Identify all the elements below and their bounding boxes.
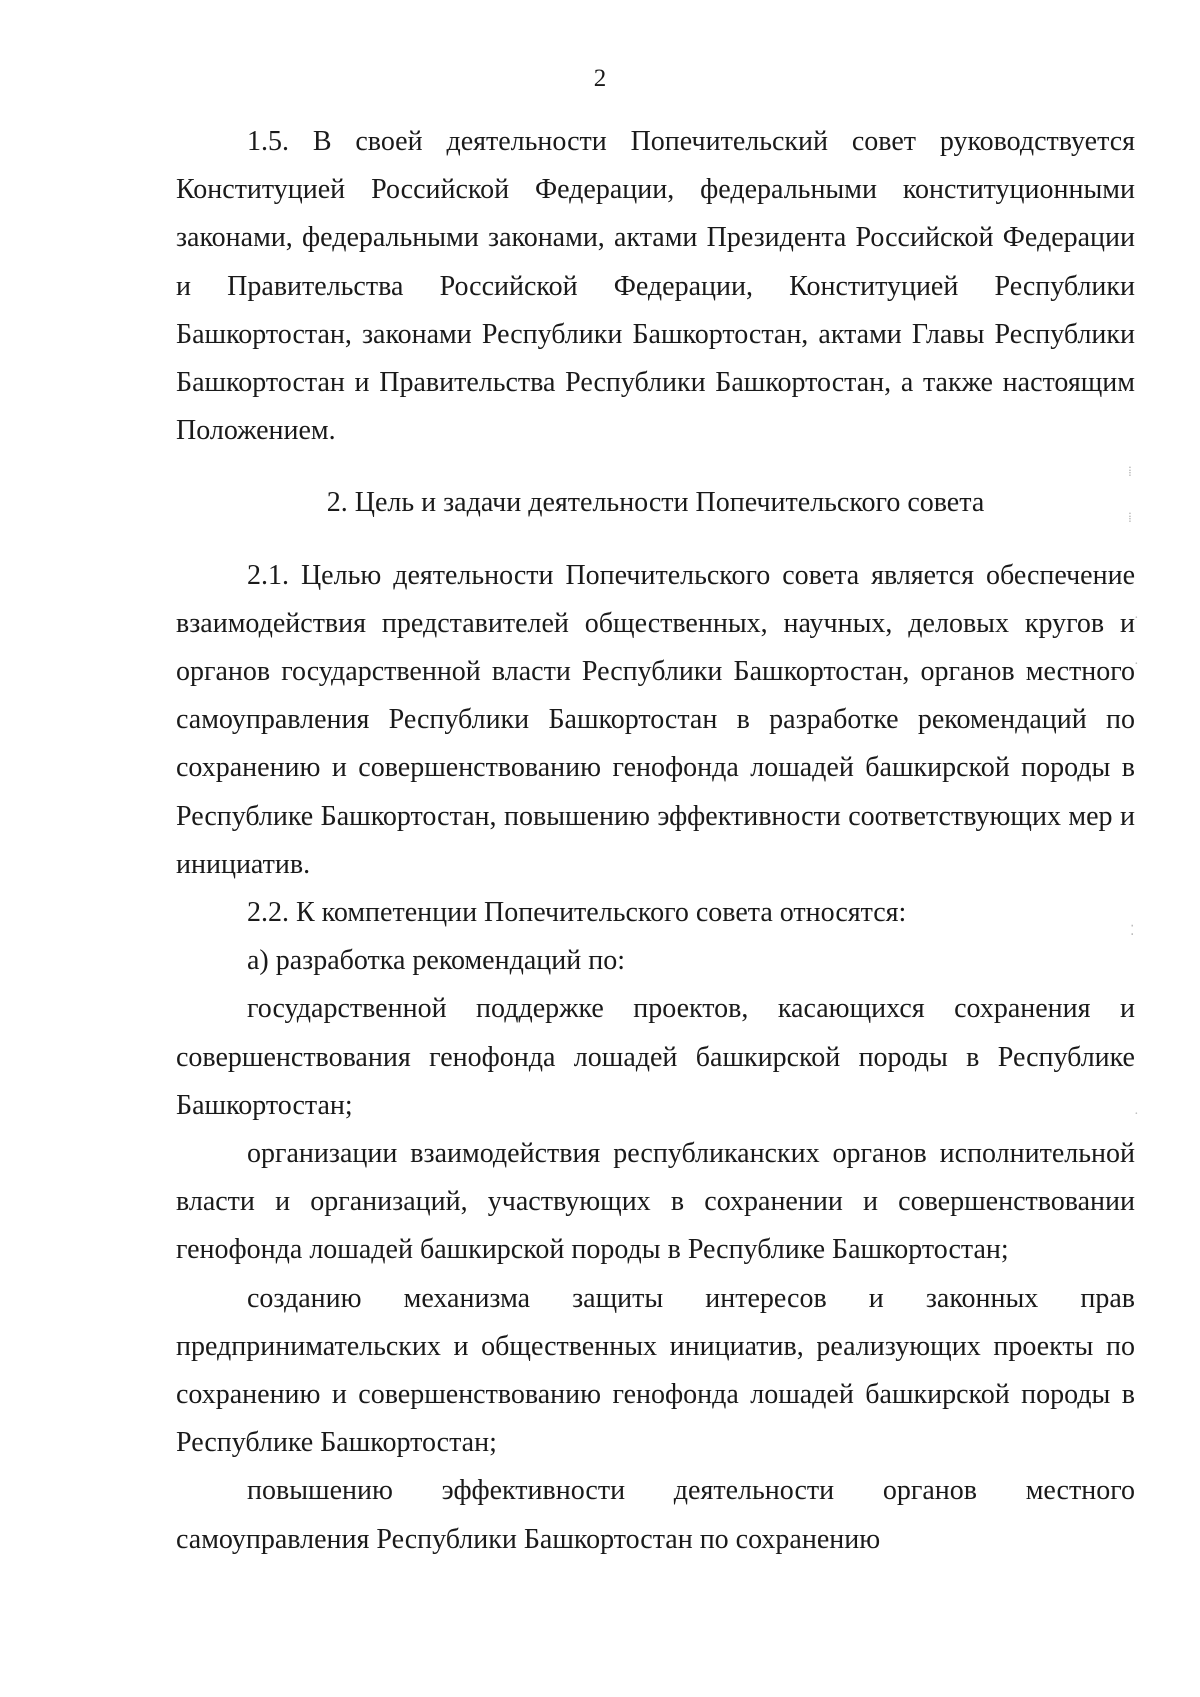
- sub-item-state-support: государственной поддержке проектов, касающихся сохранения и совершенствования генофонда лошадей башкирской породы в Республике Башкортостан;: [176, 993, 1135, 1121]
- scan-artifact: ⁞: [1128, 465, 1132, 480]
- section-2-heading: 2. Цель и задачи деятельности Попечительского совета: [326, 487, 985, 519]
- scan-artifact: ·: [1134, 611, 1139, 626]
- sub-item-interaction: организации взаимодействия республиканских органов исполнительной власти и организаций, участвующих в сохранении и совершенствовании генофонда лошадей башкирской породы в Республике Башкортостан;: [176, 1138, 1135, 1266]
- clause-1-5: 1.5. В своей деятельности Попечительский совет руководствуется Конституцией Российской Федерации, федеральными конституционными законами, федеральными законами, актами Президента Российской Федерации и Правительства Российской Федерации, Конституцией Республики Башкортостан, законами Республики Башкортостан, актами Главы Республики Башкортостан и Правительства Республики Башкортостан, а также настоящим Положением.: [176, 126, 1135, 447]
- page-number: 2: [593, 65, 607, 92]
- scan-artifact: ·: [1134, 1107, 1139, 1122]
- clause-2-1: 2.1. Целью деятельности Попечительского совета является обеспечение взаимодействия представителей общественных, научных, деловых кругов и органов государственной власти Республики Башкортостан, органов местного самоуправления Республики Башкортостан в разработке рекомендаций по сохранению и совершенствованию генофонда лошадей башкирской породы в Республике Башкортостан, повышению эффективности соответствующих мер и инициатив.: [176, 559, 1135, 880]
- sub-item-local-efficiency: повышению эффективности деятельности органов местного самоуправления Республики Башкортостан по сохранению: [176, 1475, 1135, 1555]
- sub-item-protection-mechanism: созданию механизма защиты интересов и законных прав предпринимательских и общественных инициатив, реализующих проекты по сохранению и совершенствованию генофонда лошадей башкирской породы в Республике Башкортостан;: [176, 1282, 1135, 1459]
- document-body: [176, 118, 1135, 1564]
- scan-artifact: ·: [1134, 657, 1139, 672]
- item-a: а) разработка рекомендаций по:: [247, 945, 625, 977]
- scan-artifact: ⁞: [1128, 511, 1132, 526]
- clause-2-2: 2.2. К компетенции Попечительского совета относятся:: [247, 897, 907, 929]
- scan-artifact: ⁚: [1130, 924, 1135, 939]
